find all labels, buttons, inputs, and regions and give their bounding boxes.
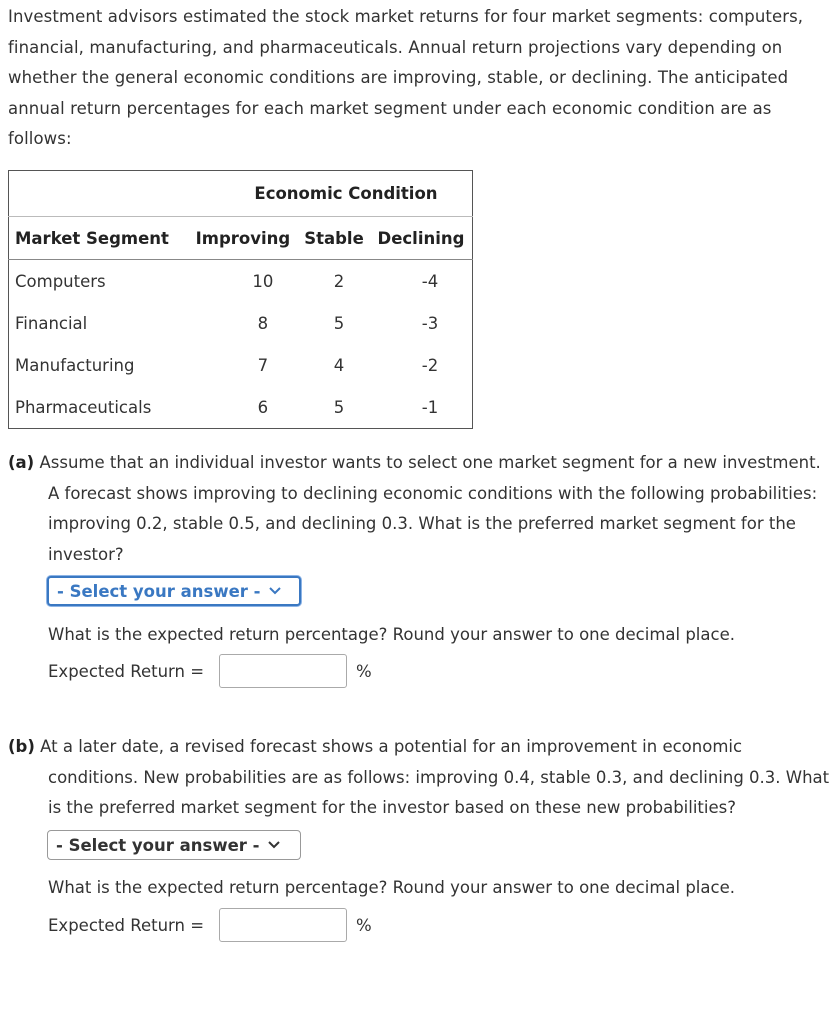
part-a-return-label: Expected Return =	[48, 662, 205, 681]
improving-cell: 7	[257, 355, 269, 375]
part-b-label: (b)	[8, 737, 35, 756]
returns-table	[8, 170, 473, 429]
part-b-return-label: Expected Return =	[48, 916, 205, 935]
intro-paragraph: Investment advisors estimated the stock market returns for four market segments: computers, financial, manufacturing, and pharmaceuticals. Annual return projections vary depending on whether the general economic conditions are improving, stable, or declining. The anticipated annual return percentages for each market segment under each economic condition are as follows:	[8, 7, 804, 148]
stable-cell: 4	[333, 355, 345, 375]
part-b-text: At a later date, a revised forecast shows a potential for an improvement in economic conditions. New probabilities are as follows: improving 0.4, stable 0.3, and declining 0.3. What is the preferred market segment for the investor based on these new probabilities?	[40, 737, 830, 817]
part-b-question	[8, 732, 833, 824]
table-row	[9, 302, 473, 344]
part-b-followup: What is the expected return percentage? Round your answer to one decimal place.	[48, 878, 735, 897]
improving-cell: 10	[252, 271, 274, 291]
part-a-segment-select[interactable]	[47, 576, 301, 606]
stable-cell: 5	[333, 313, 345, 333]
declining-cell: -1	[421, 397, 439, 417]
part-b-select-label: - Select your answer -	[56, 835, 260, 855]
table-row	[9, 260, 473, 303]
part-a-label: (a)	[8, 453, 35, 472]
col-header-declining: Declining	[377, 228, 465, 248]
col-header-stable: Stable	[304, 228, 364, 248]
part-a-text: Assume that an individual investor wants to select one market segment for a new investment. A forecast shows improving to declining economic conditions with the following probabilities: improving 0.2, stable 0.5, and declining 0.3. What is the preferred market segment for the investor?	[39, 453, 821, 564]
part-a-return-input[interactable]	[219, 654, 347, 688]
segment-cell: Pharmaceuticals	[15, 397, 152, 417]
table-row	[9, 386, 473, 429]
part-a-percent-unit: %	[356, 662, 372, 681]
part-a-followup: What is the expected return percentage? Round your answer to one decimal place.	[48, 625, 735, 644]
chevron-down-icon	[269, 584, 281, 598]
part-b-percent-unit: %	[356, 916, 372, 935]
improving-cell: 8	[257, 313, 269, 333]
col-header-market-segment: Market Segment	[15, 228, 169, 248]
part-a-select-label: - Select your answer -	[57, 581, 261, 601]
segment-cell: Financial	[15, 313, 88, 333]
stable-cell: 2	[333, 271, 345, 291]
part-b-segment-select[interactable]	[47, 830, 301, 860]
table-row	[9, 344, 473, 386]
stable-cell: 5	[333, 397, 345, 417]
declining-cell: -4	[421, 271, 439, 291]
col-header-improving: Improving	[195, 228, 291, 248]
improving-cell: 6	[257, 397, 269, 417]
part-a-question	[8, 448, 833, 570]
economic-condition-header: Economic Condition	[254, 184, 438, 203]
segment-cell: Manufacturing	[15, 355, 135, 375]
chevron-down-icon	[268, 838, 280, 852]
declining-cell: -2	[421, 355, 439, 375]
segment-cell: Computers	[15, 271, 106, 291]
part-b-return-input[interactable]	[219, 908, 347, 942]
declining-cell: -3	[421, 313, 439, 333]
